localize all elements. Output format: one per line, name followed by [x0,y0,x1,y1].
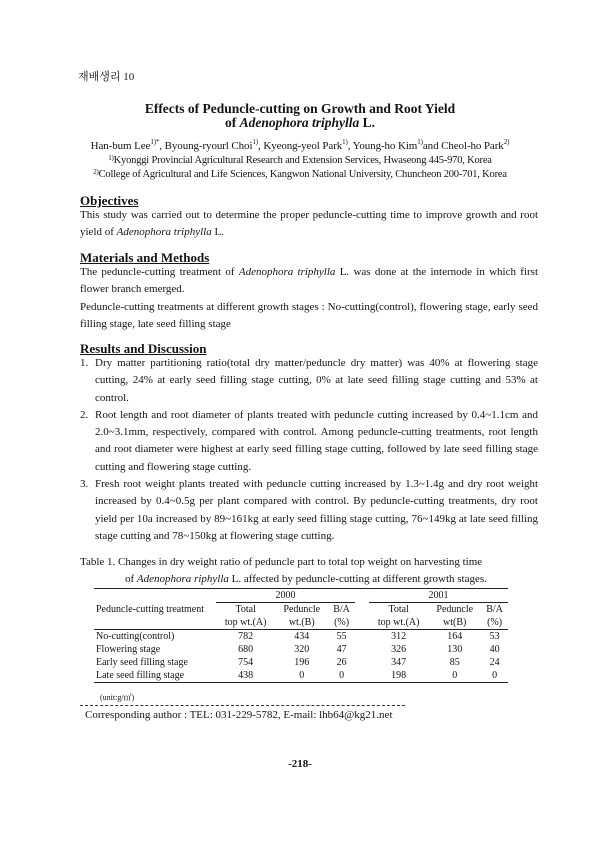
column-header: B/A [486,604,503,615]
paper-title-line2: of Adenophora triphylla L. [224,115,376,130]
table-cell: 40 [489,644,500,655]
materials-heading: Materials and Methods [80,250,210,265]
species-name: Adenophora triphylla [239,115,360,130]
column-header: Total [235,604,256,615]
column-header: Peduncle [436,604,474,615]
objectives-text: This study was carried out to determine the proper peduncle-cutting time to improve growth and root yield of Adenophora triphylla L. [80,209,538,239]
table-cell: 680 [238,644,254,655]
table-row [94,669,508,683]
row-header-label: Peduncle-cutting treatment [94,589,216,630]
table-header-row [94,589,508,603]
table-cell: 0 [481,669,508,683]
table-cell: 312 [391,631,407,642]
materials-text [80,264,538,333]
column-header: B/A [333,604,350,615]
column-header: wt.(B) [275,616,328,630]
table-row [94,656,508,669]
table-cell: 196 [294,657,310,668]
table-cell: 347 [391,657,407,668]
year-header: 2001 [369,589,508,603]
column-header: wt(B) [428,616,481,630]
affiliation-2: $^{2)}$College of Agricultural and Life Sciences, Kangwon National University, Chuncheon 200-701, Korea [93,168,507,180]
results-list [80,355,538,545]
results-list-wrap [80,355,538,545]
table-cell: 85 [449,657,460,668]
column-header: top wt.(A) [369,616,428,630]
table-caption: Table 1. Changes in dry weight ratio of peduncle part to total top weight on harvesting time of Adenophora riphylla L. affected by peduncle-cutting at different growth stages. [80,556,487,585]
materials-paragraph-1: The peduncle-cutting treatment of Adenophora triphylla L. was done at the internode in which first flower branch emerged. [80,266,538,296]
table-cell: 782 [238,631,254,642]
table-cell: 53 [489,631,500,642]
results-item: 3. Fresh root weight plants treated with peduncle cutting increased by 1.3~1.4g and dry root weight increased by 0.4~0.5g per plant compared with control. By peduncle-cutting treatments, dry root yield per 10a increased by 89~161kg at early seed filling stage cutting, 76~149kg at late seed filling stage cutting and 78~150kg at flowering stage cutting. [80,478,538,542]
table-units-note: (unit:g/㎡) [100,693,135,702]
column-header: Total [388,604,409,615]
year-header: 2000 [216,589,355,603]
table-cell: 0 [428,669,481,683]
results-heading: Results and Discussion [80,341,207,356]
table-cell: 754 [238,657,254,668]
section-tag: 재배생리 10 [78,71,135,83]
table-cell: 434 [294,631,310,642]
row-label: Early seed filling stage [96,657,188,668]
column-header: top wt.(A) [216,616,275,630]
page-number: -218- [288,758,312,770]
table-cell: 438 [216,669,275,683]
table-row [94,643,508,656]
row-label: Late seed filling stage [94,669,216,683]
table-cell: 24 [489,657,500,668]
table-cell: 0 [328,669,355,683]
results-item: 1. Dry matter partitioning ratio(total dry matter/peduncle dry matter) was 40% at flowering stage cutting, 24% at early seed filling stage cutting, 0% at late seed filling stage cutting and 53% at control. [80,357,538,404]
materials-paragraph-2: Peduncle-cutting treatments at different growth stages : No-cutting(control), flowering stage, early seed filling stage, late seed filling stage [80,300,538,330]
author-list: Han-bum Lee$^{1)*}$, Byoung-ryourl Choi$^{1)}$, Kyeong-yeol Park$^{1)}$, Young-ho Kim$^{1)}$and Cheol-ho Park$^{2)}$ [90,138,510,152]
table-cell: 164 [447,631,463,642]
objectives-heading: Objectives [80,193,139,208]
column-header: Peduncle [283,604,321,615]
results-item: 2. Root length and root diameter of plants treated with peduncle cutting increased by 0.4~1.1cm and 2.0~3.1mm, respectively, compared with control. Among peduncle-cutting treatments, root length and root diameter were highest at early seed filling stage cutting, followed by late seed filling stage cutting and flowering stage cutting. [80,408,538,473]
table-cell: 326 [391,644,407,655]
affiliation-1: $^{1)}$Kyonggi Provincial Agricultural Research and Extension Services, Hwaseong 445-970, Korea [108,154,492,166]
paper-title-line1: Effects of Peduncle-cutting on Growth and Root Yield [144,101,456,116]
column-header: (%) [481,616,508,630]
row-label: Flowering stage [96,644,161,655]
column-header: (%) [328,616,355,630]
footnote-divider [80,705,405,706]
table-cell: 26 [336,657,347,668]
table-cell: 130 [447,644,463,655]
table-cell: 198 [369,669,428,683]
table-cell: 320 [294,644,310,655]
table-row [94,630,508,644]
table-cell: 0 [275,669,328,683]
corresponding-author: Corresponding author : TEL: 031-229-5782, E-mail: lhb64@kg21.net [85,709,393,721]
table-cell: 55 [336,631,347,642]
row-label: No-cutting(control) [96,631,175,642]
table-cell: 47 [336,644,347,655]
data-table [94,588,508,683]
